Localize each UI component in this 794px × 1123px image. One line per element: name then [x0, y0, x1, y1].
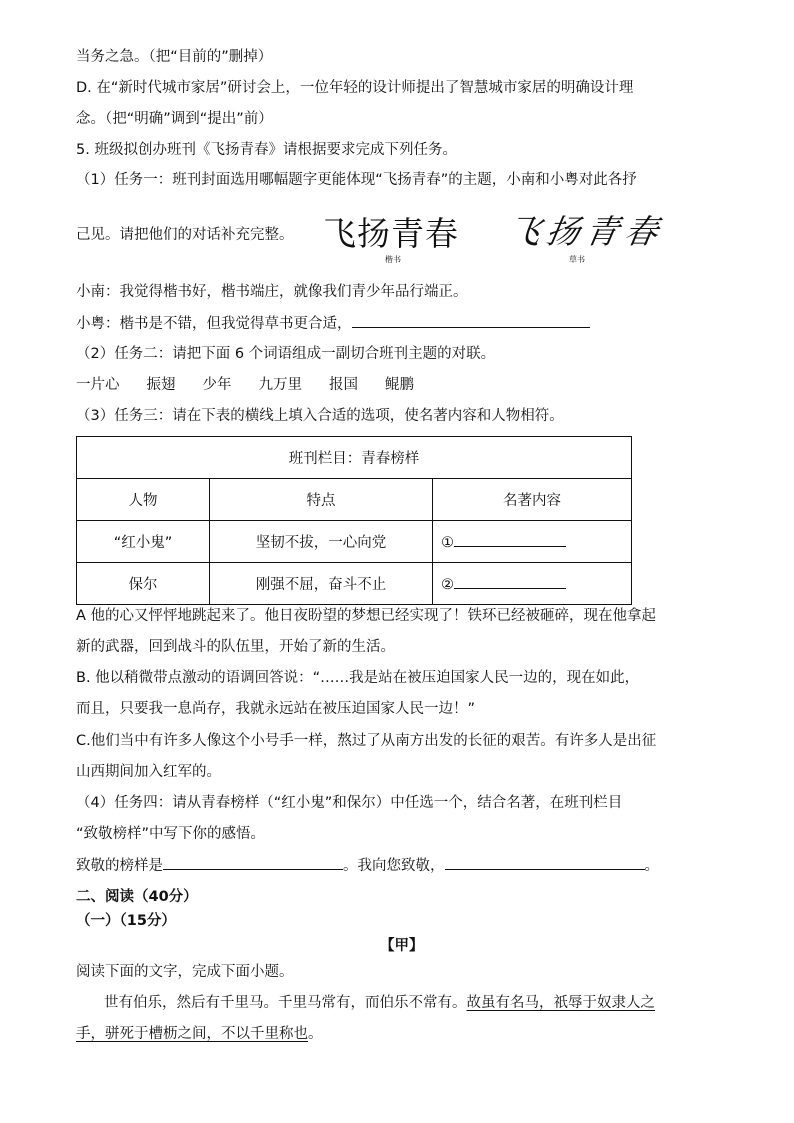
word-item: 鲲鹏	[385, 377, 414, 393]
question-5-stem: 5. 班级拟创办班刊《飞扬青春》请根据要求完成下列任务。	[76, 142, 457, 158]
passage-text: 世有伯乐，然后有千里马。千里马常有，而伯乐不常有。	[104, 995, 467, 1011]
word-item: 九万里	[258, 377, 302, 393]
answer-blank[interactable]	[445, 855, 645, 870]
table-cell-person: 保尔	[77, 563, 210, 605]
text-line: 当务之急。（把“目前的”删掉）	[76, 49, 273, 65]
option-c-line-1: C.他们当中有许多人像这个小号手一样，熬过了从南方出发的长征的艰苦。有许多人是出征	[76, 733, 657, 749]
answer-mark: ②	[441, 577, 454, 593]
task-4-line-2: “致敬榜样”中写下你的感悟。	[76, 826, 266, 842]
table-caption: 班刊栏目：青春榜样	[77, 437, 632, 479]
caption-kaishu: 楷书	[385, 255, 401, 264]
answer-blank[interactable]	[163, 855, 343, 870]
option-a-line-2: 新的武器，回到战斗的队伍里，开始了新的生活。	[76, 639, 395, 655]
option-c-line-2: 山西期间加入红军的。	[76, 764, 221, 780]
table-cell-trait: 刚强不屈，奋斗不止	[210, 563, 433, 605]
word-item: 报国	[329, 377, 358, 393]
table-row	[77, 521, 632, 563]
task-1-line-2: 己见。请把他们的对话补充完整。	[76, 227, 294, 243]
dialogue-xiaonan: 小南：我觉得楷书好，楷书端庄，就像我们青少年品行端正。	[76, 284, 468, 300]
answer-mark: ①	[441, 535, 454, 551]
table-row	[77, 563, 632, 605]
task-2: （2）任务二：请把下面 6 个词语组成一副切合班刊主题的对联。	[76, 346, 496, 362]
section-heading: 二、阅读（40分）	[76, 889, 198, 905]
task-3: （3）任务三：请在下表的横线上填入合适的选项，使名著内容和人物相符。	[76, 408, 564, 424]
table-header: 特点	[210, 479, 433, 521]
word-item: 一片心	[76, 377, 120, 393]
answer-blank[interactable]	[454, 532, 566, 547]
calligraphy-caoshu-image: 飞扬青春	[504, 212, 668, 251]
role-model-table	[76, 436, 632, 605]
word-list	[76, 375, 414, 395]
passage-line-1	[104, 993, 655, 1013]
passage-text: 。	[308, 1026, 323, 1042]
salute-label-b: 。我向您致敬，	[343, 858, 445, 874]
subsection-heading: （一）（15分）	[76, 913, 176, 929]
table-header: 名著内容	[433, 479, 632, 521]
word-item: 振翅	[146, 377, 176, 393]
dialogue-xiaoyue	[76, 313, 590, 334]
option-d-line-2: 念。（把“明确”调到“提出”前）	[76, 111, 273, 127]
underlined-text: 故虽有名马，祇辱于奴隶人之	[466, 995, 655, 1011]
table-cell-person: “红小鬼”	[77, 521, 210, 563]
option-a-line-1: A 他的心又怦怦地跳起来了。他日夜盼望的梦想已经实现了！铁环已经被砸碎，现在他拿起	[76, 608, 657, 624]
answer-blank[interactable]	[352, 313, 590, 328]
option-b-line-2: 而且，只要我一息尚存，我就永远站在被压迫国家人民一边！”	[76, 701, 476, 717]
dialogue-xiaoyue-text: 小粤：楷书是不错，但我觉得草书更合适，	[76, 316, 352, 332]
passage-line-2	[76, 1024, 323, 1044]
table-cell-trait: 坚韧不拔，一心向党	[210, 521, 433, 563]
salute-label-a: 致敬的榜样是	[76, 858, 163, 874]
calligraphy-kaishu-image: 飞扬青春	[323, 214, 459, 253]
salute-end: 。	[644, 858, 659, 874]
word-item: 少年	[202, 377, 232, 393]
table-cell-answer	[433, 521, 632, 563]
underlined-text: 手，骈死于槽枥之间，不以千里称也	[76, 1026, 308, 1042]
passage-label: 【甲】	[380, 938, 424, 954]
table-cell-answer	[433, 563, 632, 605]
task-1-line-1: （1）任务一：班刊封面选用哪幅题字更能体现“飞扬青春”的主题，小南和小粤对此各抒	[76, 172, 637, 188]
answer-blank[interactable]	[454, 574, 566, 589]
option-d-line-1: D. 在“新时代城市家居”研讨会上，一位年轻的设计师提出了智慧城市家居的明确设计理	[76, 80, 634, 96]
table-header: 人物	[77, 479, 210, 521]
task-4-line-1: （4）任务四：请从青春榜样（“红小鬼”和保尔）中任选一个，结合名著，在班刊栏目	[76, 795, 623, 811]
option-b-line-1: B. 他以稍微带点激动的语调回答说：“……我是站在被压迫国家人民一边的，现在如此，	[76, 670, 640, 686]
instruction: 阅读下面的文字，完成下面小题。	[76, 964, 294, 980]
caption-caoshu: 草书	[569, 255, 585, 264]
salute-line	[76, 855, 659, 876]
